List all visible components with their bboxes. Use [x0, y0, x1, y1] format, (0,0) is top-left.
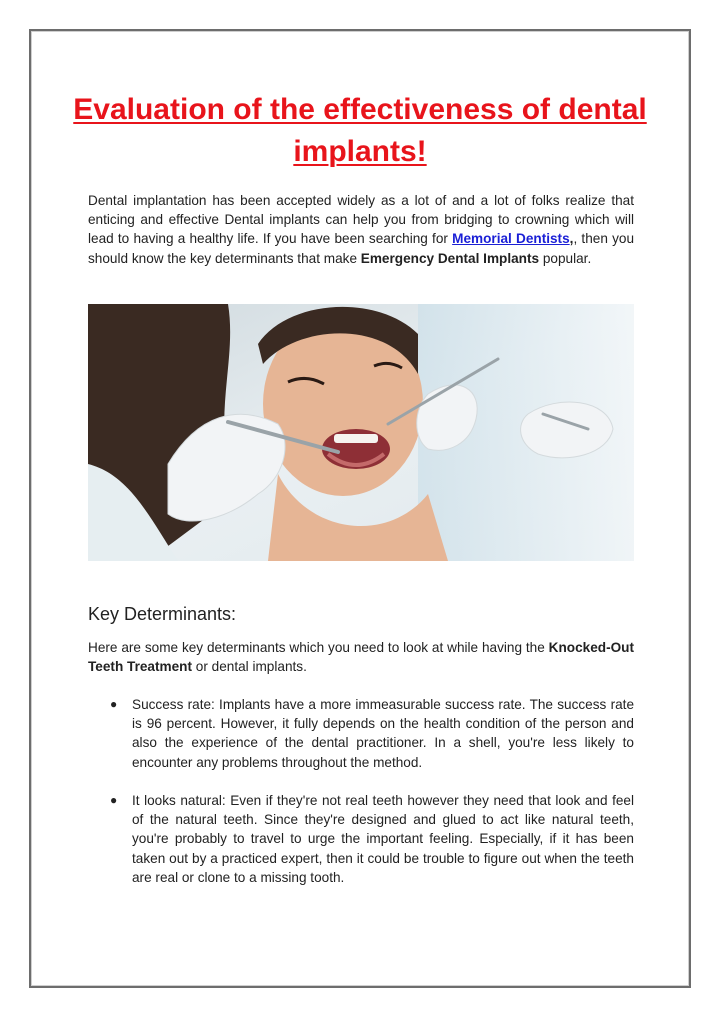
bullet-item-success-rate	[88, 695, 634, 772]
document-page	[29, 29, 691, 988]
bullet-list-1	[88, 695, 634, 772]
page-title: Evaluation of the effectiveness of dental implants!	[73, 93, 647, 168]
kd-text-end: or dental implants.	[192, 659, 307, 675]
intro-text-end: popular.	[539, 250, 592, 266]
intro-comma: ,	[569, 231, 574, 247]
bullet-marker: ●	[110, 697, 118, 711]
bullet-list-2	[88, 791, 634, 887]
dental-exam-photo	[88, 304, 634, 561]
intro-text-start: Dental implantation has been accepted widely as a lot of and a lot of folks realize that enticing and effective Dental implants can help you from bridging to crowning which will lead to having a healthy life. If you have been searching for	[88, 193, 634, 247]
emergency-dental-implants-text: Emergency Dental Implants	[360, 250, 540, 266]
key-determinants-paragraph	[88, 638, 634, 676]
bullet-item-looks-natural	[88, 791, 634, 887]
bullet-text: Success rate: Implants have a more immeasurable success rate. The success rate is 96 percent. However, it fully depends on the health condition of the person and also the experience of the dental practitioner. In a shell, you're less likely to encounter any problems throughout the method.	[132, 697, 634, 770]
key-determinants-heading: Key Determinants:	[88, 604, 237, 624]
dental-exam-illustration	[88, 304, 634, 561]
intro-paragraph	[88, 191, 634, 268]
bullet-marker: ●	[110, 793, 118, 807]
bullet-text: It looks natural: Even if they're not real teeth however they need that look and feel of the natural teeth. Since they're designed and glued to act like natural teeth, you're probably to travel to urge the important feeling. Especially, if it has been taken out by a practiced expert, then it could be trouble to figure out when the teeth are real or clone to a missing tooth.	[132, 793, 634, 885]
intro-text-middle: , then you should know the key determinants that make	[88, 231, 635, 266]
knocked-out-teeth-treatment-text: Knocked-Out Teeth Treatment	[88, 640, 634, 675]
memorial-dentists-link[interactable]: Memorial Dentists	[452, 231, 570, 247]
kd-text-start: Here are some key determinants which you need to look at while having the	[88, 640, 549, 655]
